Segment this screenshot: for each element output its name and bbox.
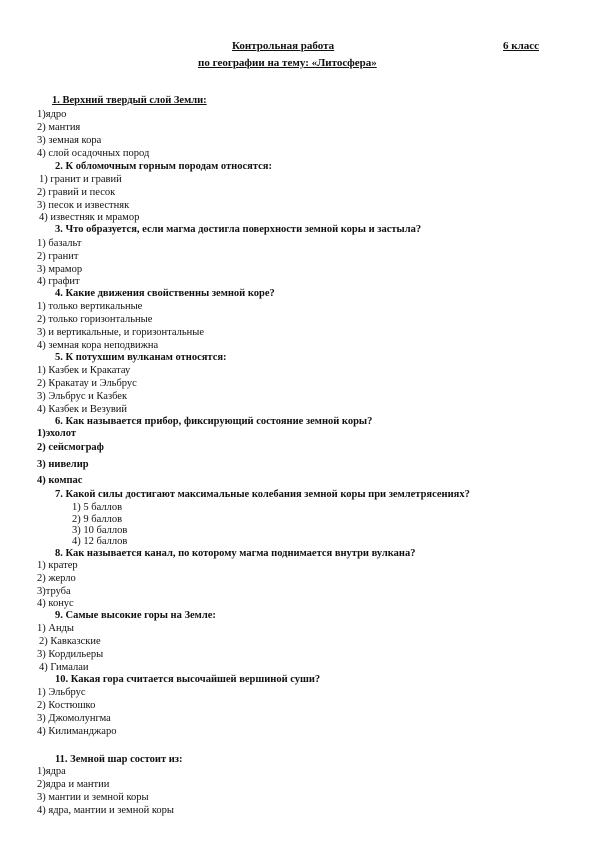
answer-4-3: 3) и вертикальные, и горизонтальные bbox=[37, 327, 204, 338]
question-6: 6. Как называется прибор, фиксирующий состояние земной коры? bbox=[55, 416, 373, 427]
question-1: 1. Верхний твердый слой Земли: bbox=[52, 95, 207, 106]
answer-10-3: 3) Джомолунгма bbox=[37, 713, 111, 724]
answer-3-2: 2) гранит bbox=[37, 251, 79, 262]
answer-9-3: 3) Кордильеры bbox=[37, 649, 104, 660]
answer-6-1: 1)эхолот bbox=[37, 428, 76, 439]
answer-4-4: 4) земная кора неподвижна bbox=[37, 340, 159, 351]
answer-1-4: 4) слой осадочных пород bbox=[37, 148, 150, 159]
answer-7-4: 4) 12 баллов bbox=[72, 536, 128, 547]
answer-9-1: 1) Анды bbox=[37, 623, 74, 634]
question-5: 5. К потухшим вулканам относятся: bbox=[55, 352, 227, 363]
answer-3-4: 4) графит bbox=[37, 276, 80, 287]
question-10: 10. Какая гора считается высочайшей вершиной суши? bbox=[55, 674, 321, 685]
question-9: 9. Самые высокие горы на Земле: bbox=[55, 610, 216, 621]
question-7: 7. Какой силы достигают максимальные колебания земной коры при землетрясениях? bbox=[55, 489, 470, 500]
answer-11-3: 3) мантии и земной коры bbox=[37, 792, 149, 803]
answer-7-2: 2) 9 баллов bbox=[72, 514, 123, 525]
answer-1-2: 2) мантия bbox=[37, 122, 81, 133]
answer-2-3: 3) песок и известняк bbox=[37, 200, 130, 211]
answer-2-1: 1) гранит и гравий bbox=[39, 174, 122, 185]
answer-4-2: 2) только горизонтальные bbox=[37, 314, 153, 325]
answer-11-1: 1)ядра bbox=[37, 766, 66, 777]
question-2: 2. К обломочным горным породам относятся: bbox=[55, 161, 272, 172]
question-3: 3. Что образуется, если магма достигла поверхности земной коры и застыла? bbox=[55, 224, 422, 235]
answer-11-2: 2)ядра и мантии bbox=[37, 779, 110, 790]
answer-7-3: 3) 10 баллов bbox=[72, 525, 128, 536]
answer-5-2: 2) Кракатау и Эльбрус bbox=[37, 378, 137, 389]
answer-5-4: 4) Казбек и Везувий bbox=[37, 404, 128, 415]
answer-10-2: 2) Костюшко bbox=[37, 700, 96, 711]
answer-4-1: 1) только вертикальные bbox=[37, 301, 143, 312]
answer-11-4: 4) ядра, мантии и земной коры bbox=[37, 805, 174, 816]
answer-9-2: 2) Кавказские bbox=[39, 636, 101, 647]
answer-6-3: 3) нивелир bbox=[37, 459, 89, 470]
answer-6-2: 2) сейсмограф bbox=[37, 442, 104, 453]
question-4: 4. Какие движения свойственны земной коре? bbox=[55, 288, 275, 299]
answer-5-3: 3) Эльбрус и Казбек bbox=[37, 391, 128, 402]
question-11: 11. Земной шар состоит из: bbox=[55, 754, 183, 765]
answer-3-1: 1) базальт bbox=[37, 238, 82, 249]
grade-label: 6 класс bbox=[503, 40, 540, 52]
answer-1-3: 3) земная кора bbox=[37, 135, 102, 146]
answer-3-3: 3) мрамор bbox=[37, 264, 83, 275]
answer-8-1: 1) кратер bbox=[37, 560, 78, 571]
answer-1-1: 1)ядро bbox=[37, 109, 67, 120]
answer-8-3: 3)труба bbox=[37, 586, 71, 597]
answer-6-4: 4) компас bbox=[37, 475, 83, 486]
answer-10-1: 1) Эльбрус bbox=[37, 687, 86, 698]
answer-9-4: 4) Гималаи bbox=[39, 662, 89, 673]
answer-2-4: 4) известняк и мрамор bbox=[39, 212, 140, 223]
worksheet-subtitle: по географии на тему: «Литосфера» bbox=[198, 57, 377, 69]
answer-2-2: 2) гравий и песок bbox=[37, 187, 116, 198]
answer-8-2: 2) жерло bbox=[37, 573, 76, 584]
question-8: 8. Как называется канал, по которому магма поднимается внутри вулкана? bbox=[55, 548, 416, 559]
worksheet-title: Контрольная работа bbox=[232, 40, 335, 52]
answer-7-1: 1) 5 баллов bbox=[72, 502, 123, 513]
answer-5-1: 1) Казбек и Кракатау bbox=[37, 365, 131, 376]
answer-10-4: 4) Килиманджаро bbox=[37, 726, 117, 737]
answer-8-4: 4) конус bbox=[37, 598, 74, 609]
